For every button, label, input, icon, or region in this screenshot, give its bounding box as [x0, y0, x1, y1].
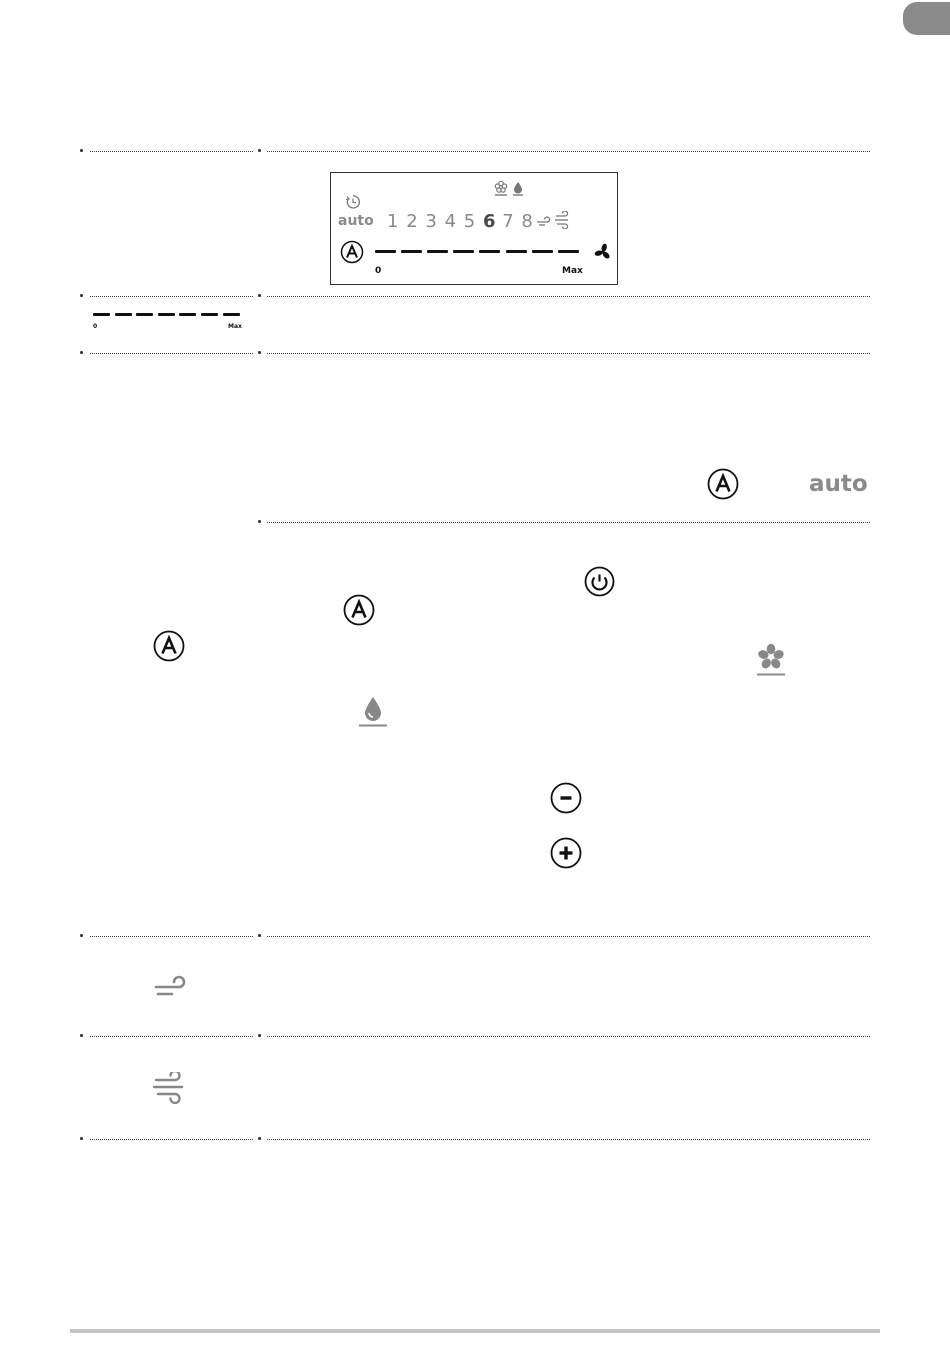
- auto-mode-label: auto: [809, 471, 868, 497]
- drop-filter-icon: [512, 180, 524, 196]
- power-icon: [584, 566, 615, 597]
- minus-icon: [550, 782, 582, 814]
- speed-bar-segment: [375, 250, 396, 253]
- speed-level-4: 4: [444, 211, 457, 232]
- auto-a-icon: [340, 240, 364, 264]
- breeze-icon: [152, 974, 188, 998]
- speed-bar-segment: [453, 250, 474, 253]
- strong-breeze-icon: [151, 1072, 189, 1104]
- panel-scale-max: Max: [562, 266, 583, 276]
- legend-bar-segment: [115, 313, 132, 316]
- speed-bar-segment: [506, 250, 527, 253]
- speed-bar-segment: [479, 250, 500, 253]
- speed-level-2: 2: [406, 211, 418, 232]
- speed-bar-segment: [427, 250, 448, 253]
- plus-icon: [550, 837, 582, 869]
- timer-icon: [344, 193, 362, 211]
- breeze-icon: [536, 213, 552, 227]
- legend-bar-segment: [136, 313, 153, 316]
- legend-scale-min: 0: [93, 323, 98, 330]
- auto-a-icon: [153, 630, 185, 662]
- legend-scale-max: Max: [228, 323, 242, 330]
- legend-bar-segment: [201, 313, 218, 316]
- legend-bar-segment: [179, 313, 196, 316]
- legend-bar-segment: [93, 313, 110, 316]
- strong-breeze-icon: [554, 211, 572, 229]
- snowflake-filter-icon: [494, 180, 508, 196]
- panel-auto-label: auto: [338, 213, 374, 229]
- speed-level-5: 5: [463, 211, 476, 232]
- auto-a-icon: [343, 594, 375, 626]
- speed-level-3: 3: [425, 211, 437, 232]
- speed-bar-segment: [532, 250, 553, 253]
- footer-rule: [70, 1329, 880, 1333]
- panel-scale-min: 0: [375, 266, 382, 276]
- speed-bar-segment: [401, 250, 422, 253]
- speed-level-1: 1: [387, 211, 399, 232]
- fan-icon: [594, 243, 612, 261]
- speed-level-7: 7: [502, 211, 514, 232]
- speed-level-6: 6: [483, 211, 496, 232]
- speed-level-8: 8: [521, 211, 533, 232]
- drop-filter-icon: [358, 694, 388, 728]
- speed-bar-segment: [558, 250, 579, 253]
- snowflake-filter-icon: [756, 643, 786, 677]
- auto-a-icon: [707, 468, 739, 500]
- section-tab-marker: [903, 2, 950, 35]
- legend-bar-segment: [158, 313, 175, 316]
- legend-bar-segment: [223, 313, 240, 316]
